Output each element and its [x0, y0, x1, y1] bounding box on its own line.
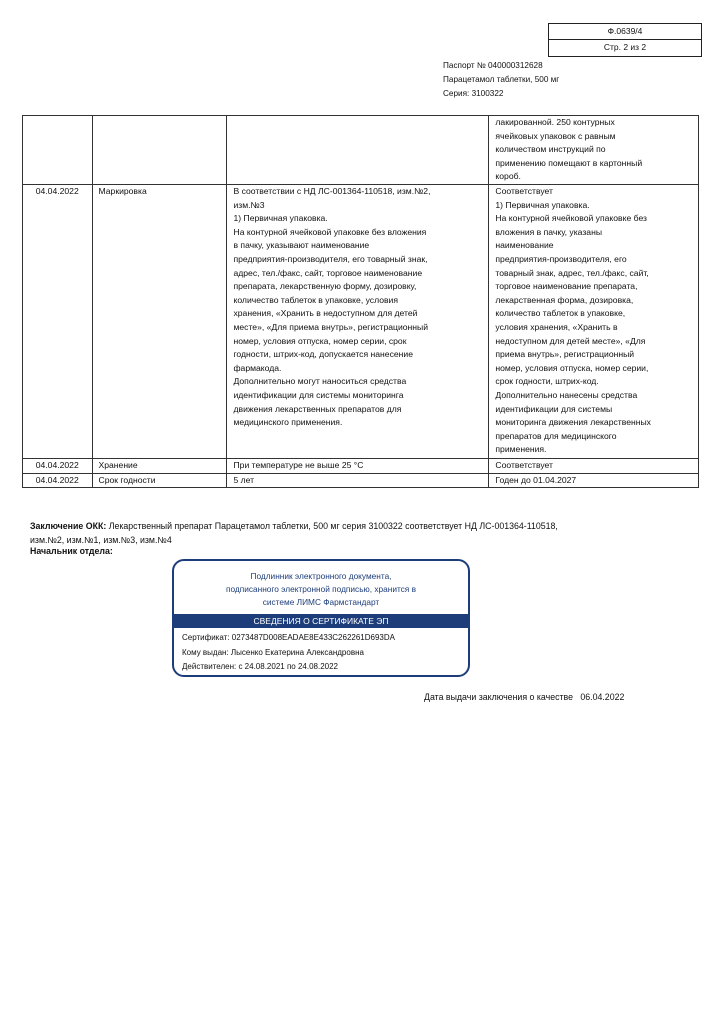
test-name-cell	[92, 116, 227, 185]
batch-number: Серия: 3100322	[443, 89, 504, 98]
test-name-cell: Маркировка	[92, 185, 227, 459]
passport-header	[443, 59, 559, 101]
test-name-cell: Срок годности	[92, 473, 227, 488]
certificate-number: Сертификат: 0273487D008EADAE8E433C262261D693DA	[182, 633, 395, 642]
table-row	[23, 459, 699, 474]
certificate-owner: Кому выдан: Лысенко Екатерина Александровна	[182, 647, 364, 657]
date-cell: 04.04.2022	[23, 185, 93, 459]
table-row	[23, 116, 699, 185]
table-row	[23, 185, 699, 459]
stamp-text: Подлинник электронного документа, подписанного электронной подписью, хранится в системе ЛИМС Фармстандарт	[225, 571, 417, 607]
test-results-table	[22, 115, 699, 488]
requirement-cell: При температуре не выше 25 °С	[227, 459, 489, 474]
form-code: Ф.0639/4	[607, 26, 643, 36]
test-name-cell: Хранение	[92, 459, 227, 474]
conclusion-label: Заключение ОКК:	[30, 521, 107, 531]
result-cell: Соответствует 1) Первичная упаковка. На контурной ячейковой упаковке без вложения в пачку, указаны наименование предприятия-производителя, его товарный знак, адрес, тел./факс, сайт, торговое наименование препарата, лекарственная форма, дозировка, количество таблеток в упаковке, условия хранения, «Хранить в недоступном для детей месте», «Для приема внутрь», регистрационный номер, условия отпуска, номер серии, срок годности, штрих-код. Дополнительно нанесены средства идентификации для системы мониторинга движения лекарственных препаратов для медицинского применения.	[489, 185, 699, 459]
page-number: Стр. 2 из 2	[549, 39, 701, 55]
product-name: Парацетамол таблетки, 500 мг	[443, 75, 560, 84]
conclusion-text: Лекарственный препарат Парацетамол таблетки, 500 мг серия 3100322 соответствует НД ЛС-001364-110518, изм.№2, изм.№1, изм.№3, изм.№4	[30, 521, 558, 545]
requirement-cell: 5 лет	[227, 473, 489, 488]
department-head-label: Начальник отдела:	[30, 546, 113, 556]
stamp-band: СВЕДЕНИЯ О СЕРТИФИКАТЕ ЭП	[174, 614, 468, 628]
date-cell	[23, 116, 93, 185]
table-row	[23, 473, 699, 488]
form-code-box	[548, 23, 702, 57]
passport-number: Паспорт № 040000312628	[443, 61, 543, 70]
stamp-details	[174, 628, 468, 675]
issue-date: Дата выдачи заключения о качестве 06.04.2022	[424, 692, 625, 702]
result-cell: Годен до 01.04.2027	[489, 473, 699, 488]
date-cell: 04.04.2022	[23, 473, 93, 488]
requirement-cell: В соответствии с НД ЛС-001364-110518, изм.№2, изм.№3 1) Первичная упаковка. На контурной ячейковой упаковке без вложения в пачку, указывают наименование предприятия-производителя, его товарный знак, адрес, тел./факс, сайт, торговое наименование препарата, лекарственную форму, дозировку, количество таблеток в упаковке, условия хранения, «Хранить в недоступном для детей месте», «Для приема внутрь», регистрационный номер, условия отпуска, номер серии, срок годности, штрих-код, допускается нанесение фармакода. Дополнительно могут наноситься средства идентификации для системы мониторинга движения лекарственных препаратов для медицинского применения.	[227, 185, 489, 459]
electronic-signature-stamp	[172, 559, 470, 677]
result-cell: Соответствует	[489, 459, 699, 474]
conclusion	[30, 519, 610, 547]
certificate-validity: Действителен: с 24.08.2021 по 24.08.2022	[182, 662, 338, 671]
result-cell: лакированной. 250 контурных ячейковых упаковок с равным количеством инструкций по применению помещают в картонный короб.	[489, 116, 699, 185]
date-cell: 04.04.2022	[23, 459, 93, 474]
requirement-cell	[227, 116, 489, 185]
